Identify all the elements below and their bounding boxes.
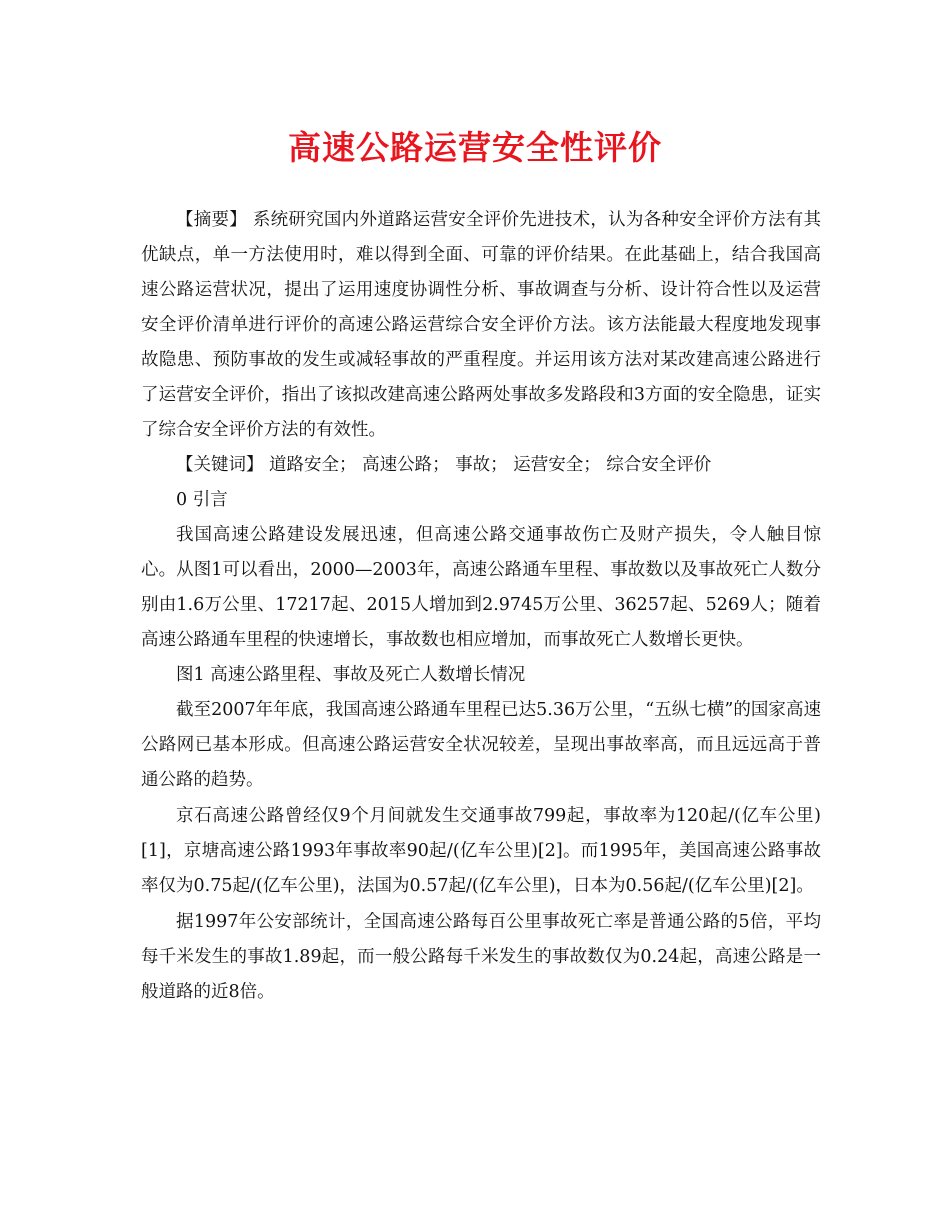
body-paragraph: 我国高速公路建设发展迅速，但高速公路交通事故伤亡及财产损失，令人触目惊心。从图1可以看出，2000—2003年，高速公路通车里程、事故数以及事故死亡人数分别由1.6万公里、17217起、2015人增加到2.9745万公里、36257起、5269人；随着高速公路通车里程的快速增长，事故数也相应增加，而事故死亡人数增长更快。 — [141, 525, 821, 650]
body-paragraph: 京石高速公路曾经仅9个月间就发生交通事故799起，事故率为120起/(亿车公里)[1]，京塘高速公路1993年事故率90起/(亿车公里)[2]。而1995年，美国高速公路事故率仅为0.75起/(亿车公里)，法国为0.57起/(亿车公里)，日本为0.56起/(亿车公里)[2]。 — [141, 806, 821, 896]
abstract-paragraph: 【摘要】 系统研究国内外道路运营安全评价先进技术，认为各种安全评价方法有其优缺点，单一方法使用时，难以得到全面、可靠的评价结果。在此基础上，结合我国高速公路运营状况，提出了运用速度协调性分析、事故调查与分析、设计符合性以及运营安全评价清单进行评价的高速公路运营综合安全评价方法。该方法能最大程度地发现事故隐患、预防事故的发生或减轻事故的严重程度。并运用该方法对某改建高速公路进行了运营安全评价，指出了该拟改建高速公路两处事故多发路段和3方面的安全隐患，证实了综合安全评价方法的有效性。 — [141, 210, 821, 440]
document-title: 高速公路运营安全性评价 — [288, 128, 662, 167]
body-paragraph: 截至2007年年底，我国高速公路通车里程已达5.36万公里，“五纵七横”的国家高速公路网已基本形成。但高速公路运营安全状况较差，呈现出事故率高，而且远远高于普通公路的趋势。 — [141, 700, 821, 790]
body-paragraph: 据1997年公安部统计，全国高速公路每百公里事故死亡率是普通公路的5倍，平均每千米发生的事故1.89起，而一般公路每千米发生的事故数仅为0.24起，高速公路是一般道路的近8倍。 — [141, 912, 821, 1002]
document-body — [141, 203, 821, 1010]
section-heading-introduction: 0 引言 — [176, 490, 228, 510]
figure-caption: 图1 高速公路里程、事故及死亡人数增长情况 — [176, 665, 526, 685]
keywords-paragraph: 【关键词】 道路安全； 高速公路； 事故； 运营安全； 综合安全评价 — [176, 455, 712, 475]
